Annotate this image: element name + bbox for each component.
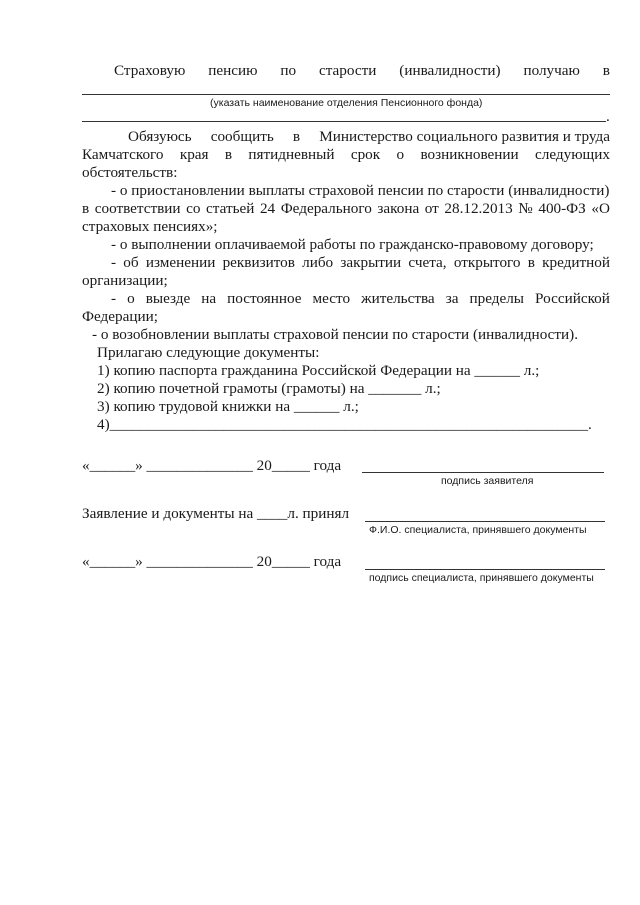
item-civil-contract: - о выполнении оплачиваемой работы по гражданско-правовому договору; [111, 236, 594, 253]
item-suspension: - о приостановлении выплаты страховой пенсии по старости (инвалидности) [111, 182, 610, 199]
applicant-signature-line[interactable] [362, 472, 604, 473]
item-requisites [111, 254, 610, 272]
word: старости [318, 62, 377, 79]
word: в [527, 254, 535, 271]
word: Российской [535, 290, 610, 307]
word: изменении [145, 254, 216, 271]
word: жительства [361, 290, 435, 307]
obligation-line-2 [82, 146, 610, 164]
word: счета, [408, 254, 447, 271]
specialist-signature-line[interactable] [365, 569, 605, 570]
word: следующих [535, 146, 610, 163]
word: от [424, 200, 439, 217]
word: реквизитов [222, 254, 295, 271]
word: со [186, 200, 201, 217]
word: «О [591, 200, 610, 217]
word: либо [302, 254, 334, 271]
item-resumption: - о возобновлении выплаты страховой пенсии по старости (инвалидности). [92, 326, 579, 343]
word: 400-ФЗ [538, 200, 586, 217]
attach-other[interactable]: 4)_______________________________________________________________. [97, 416, 592, 433]
obligation-line-3: обстоятельств: [82, 164, 178, 181]
word: Камчатского [82, 146, 164, 163]
word: о [127, 290, 135, 307]
word: пределы [469, 290, 525, 307]
specialist-name-caption: Ф.И.О. специалиста, принявшего документы [369, 524, 587, 536]
word: № [518, 200, 533, 217]
word: 24 [259, 200, 276, 217]
attach-intro: Прилагаю следующие документы: [97, 344, 320, 361]
specialist-name-line[interactable] [365, 521, 605, 522]
word: Федерального [280, 200, 372, 217]
word: в [292, 128, 301, 145]
word: 28.12.2013 [444, 200, 513, 217]
fund-name-blank-2[interactable] [82, 121, 606, 122]
word: Страховую [114, 62, 186, 79]
word: - [111, 290, 117, 307]
word: за [445, 290, 459, 307]
item-requisites-line-2: организации; [82, 272, 168, 289]
word: в [82, 200, 90, 217]
accepted-text[interactable]: Заявление и документы на ____л. принял [82, 505, 350, 522]
word: об [123, 254, 139, 271]
item-departure [111, 290, 610, 308]
word: в [602, 62, 610, 79]
word: постоянное [227, 290, 302, 307]
word: пятидневный [248, 146, 335, 163]
word: о [396, 146, 405, 163]
word: соответствии [94, 200, 181, 217]
fund-hint: (указать наименование отделения Пенсионного фонда) [210, 97, 483, 109]
word: на [201, 290, 217, 307]
specialist-date[interactable]: «______» ______________ 20_____ года [82, 553, 342, 570]
item-suspension-line-3: страховых пенсиях»; [82, 218, 218, 235]
applicant-date[interactable]: «______» ______________ 20_____ года [82, 457, 342, 474]
word: в [224, 146, 233, 163]
attach-certificate[interactable]: 2) копию почетной грамоты (грамоты) на _______ л.; [97, 380, 441, 397]
applicant-signature-caption: подпись заявителя [441, 475, 534, 487]
word: края [179, 146, 209, 163]
word: Министерство социального развития и труда [319, 128, 610, 145]
word: выезде [145, 290, 191, 307]
word: получаю [523, 62, 580, 79]
specialist-signature-caption: подпись специалиста, принявшего документы [369, 572, 594, 584]
item-departure-line-2: Федерации; [82, 308, 158, 325]
word: срок [350, 146, 381, 163]
word: возникновении [420, 146, 519, 163]
item-suspension-line-2 [82, 200, 610, 218]
word: пенсию [208, 62, 258, 79]
word: сообщить [210, 128, 274, 145]
word: открытого [453, 254, 521, 271]
word: закрытии [340, 254, 402, 271]
word: (инвалидности) [399, 62, 501, 79]
attach-workbook[interactable]: 3) копию трудовой книжки на ______ л.; [97, 398, 359, 415]
obligation-line-1 [128, 128, 610, 146]
word: Обязуюсь [128, 128, 192, 145]
word: место [312, 290, 351, 307]
attach-passport[interactable]: 1) копию паспорта гражданина Российской Федерации на ______ л.; [97, 362, 540, 379]
fund-name-blank-1[interactable] [82, 94, 610, 95]
word: по [280, 62, 297, 79]
word: кредитной [542, 254, 610, 271]
fund-end-dot: . [606, 108, 610, 125]
pension-line [114, 62, 610, 80]
word: закона [377, 200, 420, 217]
word: статьей [206, 200, 255, 217]
word: - [111, 254, 117, 271]
